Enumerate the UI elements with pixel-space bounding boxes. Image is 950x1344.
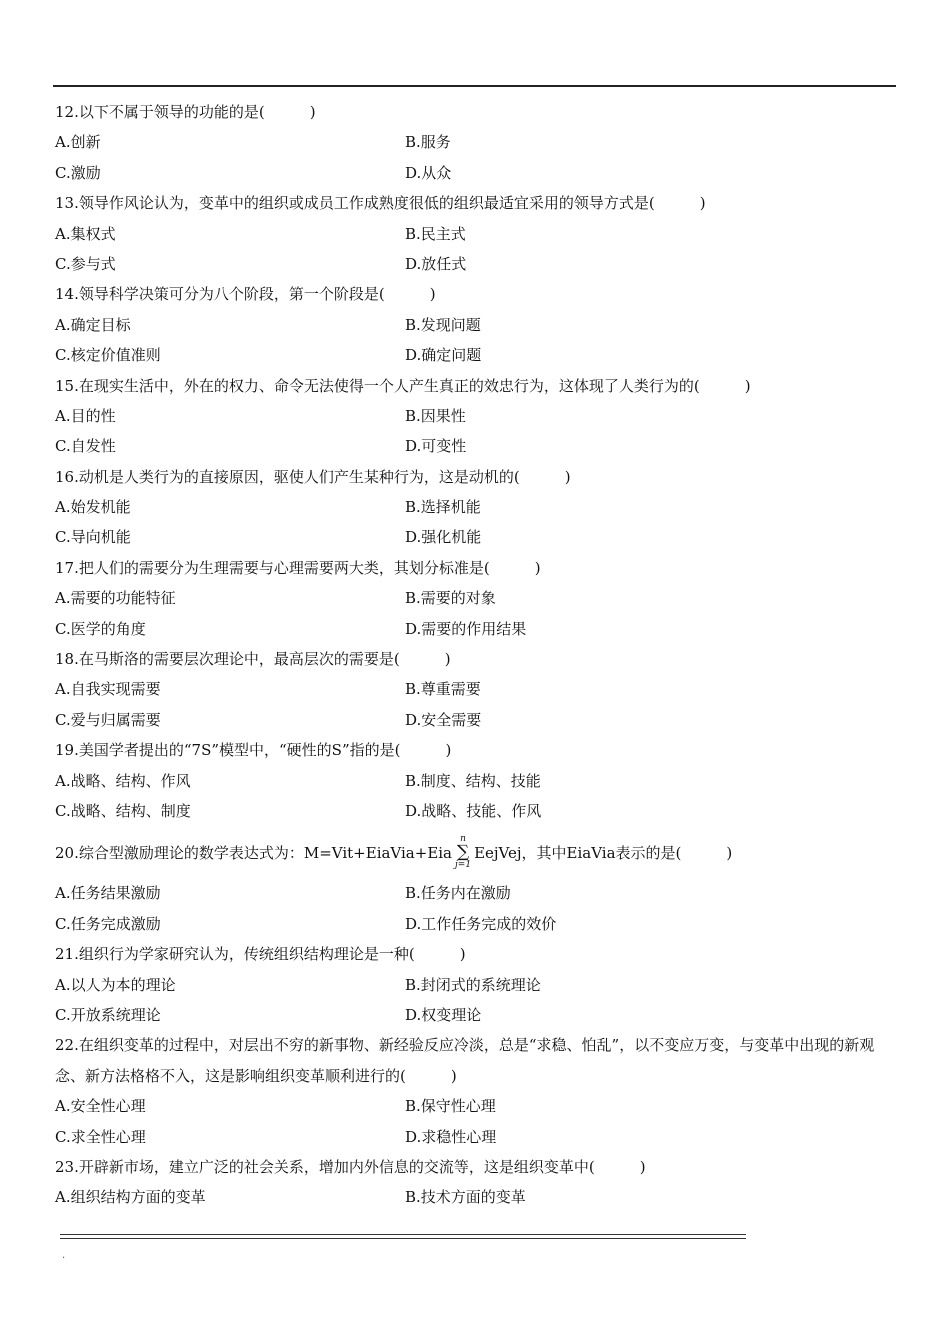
option-c: C.求全性心理 xyxy=(55,1127,146,1146)
question-22: 22.在组织变革的过程中，对层出不穷的新事物、新经验反应冷淡，总是“求稳、怕乱”，以不变应万变，与变革中出现的新观念、新方法格格不入，这是影响组织变革顺利进行的( ) xyxy=(55,1036,875,1085)
options-row xyxy=(55,431,900,461)
options-row xyxy=(55,614,900,644)
option-d: D.确定问题 xyxy=(405,346,482,365)
option-a: A.始发机能 xyxy=(55,498,131,517)
option-c: C.参与式 xyxy=(55,254,116,273)
options-row xyxy=(55,766,900,796)
option-d: D.安全需要 xyxy=(405,710,482,729)
option-a: A.以人为本的理论 xyxy=(55,975,176,994)
option-a: A.战略、结构、作风 xyxy=(55,771,191,790)
options-row xyxy=(55,310,900,340)
question-21: 21.组织行为学家研究认为，传统组织结构理论是一种( ) xyxy=(55,945,466,964)
options-row xyxy=(55,1000,900,1030)
question-23: 23.开辟新市场，建立广泛的社会关系，增加内外信息的交流等，这是组织变革中( ) xyxy=(55,1157,646,1176)
question-13: 13.领导作风论认为，变革中的组织或成员工作成熟度很低的组织最适宜采用的领导方式是( ) xyxy=(55,194,706,213)
options-row xyxy=(55,1091,900,1121)
option-a: A.自我实现需要 xyxy=(55,680,161,699)
footer-double-rule xyxy=(60,1234,746,1239)
options-row xyxy=(55,1122,900,1152)
question-20 xyxy=(55,826,900,878)
option-b: B.保守性心理 xyxy=(405,1097,496,1116)
option-b: B.封闭式的系统理论 xyxy=(405,975,541,994)
formula-prefix: 20.综合型激励理论的数学表达式为：M=Vit+EiaVia+Eia xyxy=(55,843,453,862)
option-b: B.服务 xyxy=(405,133,451,152)
options-row xyxy=(55,1182,900,1212)
option-c: C.导向机能 xyxy=(55,528,131,547)
option-b: B.因果性 xyxy=(405,406,466,425)
option-d: D.求稳性心理 xyxy=(405,1127,497,1146)
option-a: A.需要的功能特征 xyxy=(55,589,176,608)
sigma-icon: ∑ xyxy=(456,841,470,862)
option-d: D.强化机能 xyxy=(405,528,482,547)
summation-symbol xyxy=(455,835,471,870)
footer-mark: . xyxy=(62,1250,66,1261)
summation-lower: j=1 xyxy=(455,859,472,870)
option-b: B.技术方面的变革 xyxy=(405,1188,526,1207)
option-d: D.权变理论 xyxy=(405,1005,482,1024)
question-16: 16.动机是人类行为的直接原因，驱使人们产生某种行为，这是动机的( ) xyxy=(55,467,571,486)
option-d: D.工作任务完成的效价 xyxy=(405,914,557,933)
options-row xyxy=(55,705,900,735)
option-d: D.战略、技能、作风 xyxy=(405,801,542,820)
option-b: B.民主式 xyxy=(405,224,466,243)
option-c: C.任务完成激励 xyxy=(55,914,161,933)
question-14: 14.领导科学决策可分为八个阶段，第一个阶段是( ) xyxy=(55,285,436,304)
options-row xyxy=(55,674,900,704)
question-19: 19.美国学者提出的“7S”模型中，“硬性的S”指的是( ) xyxy=(55,741,452,760)
option-d: D.可变性 xyxy=(405,437,467,456)
option-a: A.安全性心理 xyxy=(55,1097,146,1116)
options-row xyxy=(55,158,900,188)
option-b: B.发现问题 xyxy=(405,315,481,334)
option-c: C.战略、结构、制度 xyxy=(55,801,191,820)
options-row xyxy=(55,249,900,279)
question-18: 18.在马斯洛的需要层次理论中，最高层次的需要是( ) xyxy=(55,650,451,669)
options-row xyxy=(55,401,900,431)
option-d: D.放任式 xyxy=(405,254,467,273)
options-row xyxy=(55,219,900,249)
option-a: A.组织结构方面的变革 xyxy=(55,1188,206,1207)
option-c: C.核定价值准则 xyxy=(55,346,161,365)
option-b: B.任务内在激励 xyxy=(405,884,511,903)
options-row xyxy=(55,522,900,552)
option-b: B.尊重需要 xyxy=(405,680,481,699)
question-12: 12.以下不属于领导的功能的是( ) xyxy=(55,103,316,121)
options-row xyxy=(55,583,900,613)
option-a: A.目的性 xyxy=(55,406,116,425)
option-b: B.制度、结构、技能 xyxy=(405,771,541,790)
option-c: C.开放系统理论 xyxy=(55,1005,161,1024)
summation-upper: n xyxy=(460,833,466,844)
options-row xyxy=(55,878,900,908)
option-c: C.自发性 xyxy=(55,437,116,456)
option-a: A.集权式 xyxy=(55,224,116,243)
question-list xyxy=(55,97,900,1213)
option-d: D.需要的作用结果 xyxy=(405,619,527,638)
option-b: B.选择机能 xyxy=(405,498,481,517)
question-17: 17.把人们的需要分为生理需要与心理需要两大类，其划分标准是( ) xyxy=(55,558,541,577)
options-row xyxy=(55,909,900,939)
option-a: A.创新 xyxy=(55,133,101,152)
options-row xyxy=(55,340,900,370)
option-b: B.需要的对象 xyxy=(405,589,496,608)
option-d: D.从众 xyxy=(405,163,452,182)
options-row xyxy=(55,970,900,1000)
option-c: C.医学的角度 xyxy=(55,619,146,638)
option-a: A.确定目标 xyxy=(55,315,131,334)
question-15: 15.在现实生活中，外在的权力、命令无法使得一个人产生真正的效忠行为，这体现了人类行为的( ) xyxy=(55,376,751,395)
options-row xyxy=(55,492,900,522)
option-c: C.激励 xyxy=(55,163,101,182)
header-rule xyxy=(53,85,896,87)
option-c: C.爱与归属需要 xyxy=(55,710,161,729)
formula-suffix: EejVej，其中EiaVia表示的是( ) xyxy=(474,843,733,862)
option-a: A.任务结果激励 xyxy=(55,884,161,903)
options-row xyxy=(55,127,900,157)
options-row xyxy=(55,796,900,826)
